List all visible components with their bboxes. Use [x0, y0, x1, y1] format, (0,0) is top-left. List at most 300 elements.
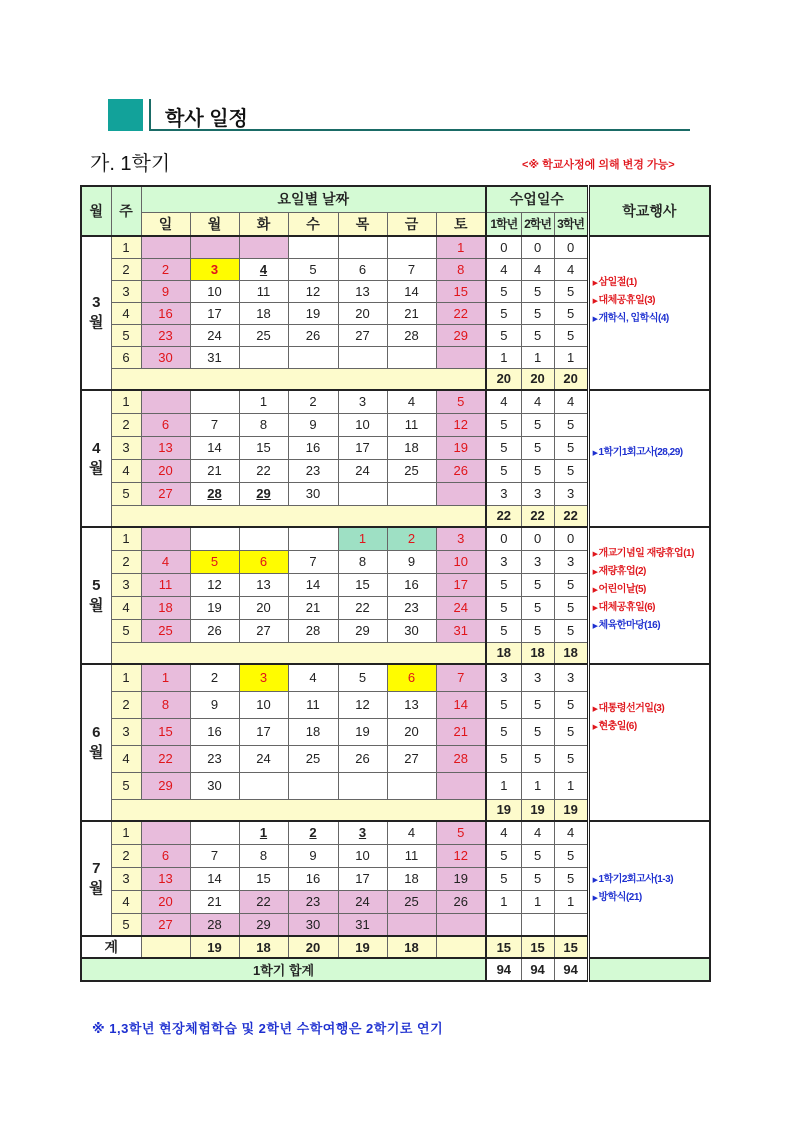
section-title: 학사 일정	[165, 108, 248, 130]
semester-total-row	[81, 958, 710, 981]
day-cell: 27	[141, 482, 190, 505]
event-item	[593, 291, 710, 306]
day-cell: 12	[190, 573, 239, 596]
bullet-triangle-icon: ▶	[592, 895, 598, 902]
day-cell: 2	[288, 390, 338, 413]
day-cell: 14	[190, 867, 239, 890]
day-cell: 2	[190, 664, 239, 691]
day-cell: 23	[387, 596, 436, 619]
class-days-grade-2: 5	[521, 596, 554, 619]
day-cell: 9	[288, 413, 338, 436]
header-sat: 토	[436, 212, 486, 236]
day-cell: 28	[190, 913, 239, 936]
day-cell: 15	[338, 573, 387, 596]
day-cell: 11	[141, 573, 190, 596]
class-days-grade-1: 0	[486, 236, 521, 258]
day-cell: 5	[338, 664, 387, 691]
day-cell	[239, 258, 288, 280]
month-total-fill	[111, 368, 486, 390]
day-cell: 15	[141, 718, 190, 745]
day-cell: 22	[141, 745, 190, 772]
class-days-grade-1: 5	[486, 436, 521, 459]
class-days-grade-1: 5	[486, 745, 521, 772]
class-days-grade-2: 5	[521, 718, 554, 745]
week-number: 6	[111, 346, 141, 368]
weekday-total: 18	[387, 936, 436, 958]
day-cell: 5	[436, 390, 486, 413]
section-marker-box	[108, 99, 143, 131]
class-days-grade-1: 5	[486, 596, 521, 619]
header-month: 월	[81, 186, 111, 236]
week-number: 3	[111, 573, 141, 596]
day-cell: 11	[387, 844, 436, 867]
class-days-grade-1: 1	[486, 772, 521, 799]
month-label: 3 월	[81, 236, 111, 390]
class-days-grade-3: 4	[554, 390, 588, 413]
day-cell: 24	[239, 745, 288, 772]
day-cell: 7	[288, 550, 338, 573]
day-cell: 12	[436, 844, 486, 867]
class-days-grade-1: 5	[486, 844, 521, 867]
day-cell: 21	[387, 302, 436, 324]
bullet-triangle-icon: ▶	[592, 605, 598, 612]
day-cell: 4	[387, 821, 436, 844]
day-cell	[288, 527, 338, 550]
day-cell: 9	[190, 691, 239, 718]
class-days-grade-3: 5	[554, 573, 588, 596]
day-cell: 10	[190, 280, 239, 302]
class-days-grade-2: 5	[521, 280, 554, 302]
class-days-grade-1: 5	[486, 691, 521, 718]
bullet-triangle-icon: ▶	[592, 877, 598, 884]
class-days-grade-3: 0	[554, 527, 588, 550]
event-label: 삼일절(1)	[598, 277, 637, 288]
week-number: 1	[111, 664, 141, 691]
week-number: 1	[111, 390, 141, 413]
event-label: 재량휴업(2)	[598, 566, 646, 577]
week-number: 3	[111, 718, 141, 745]
class-days-grade-1: 5	[486, 718, 521, 745]
class-days-grade-2: 0	[521, 527, 554, 550]
class-days-grade-3: 3	[554, 482, 588, 505]
month-total-fill	[111, 799, 486, 821]
day-cell	[436, 346, 486, 368]
semester-total-events-blank	[588, 958, 710, 981]
events-cell	[588, 821, 710, 958]
class-days-grade-1: 0	[486, 527, 521, 550]
weekday-total: 19	[190, 936, 239, 958]
day-cell	[141, 821, 190, 844]
day-cell: 23	[288, 890, 338, 913]
header-thu: 목	[338, 212, 387, 236]
month-total-grade-3: 20	[554, 368, 588, 390]
class-days-grade-3: 3	[554, 664, 588, 691]
events-cell	[588, 236, 710, 390]
bullet-triangle-icon: ▶	[592, 298, 598, 305]
header-sun: 일	[141, 212, 190, 236]
semester-total-grade-1: 94	[486, 958, 521, 981]
day-cell: 13	[239, 573, 288, 596]
day-cell: 11	[387, 413, 436, 436]
day-cell: 29	[239, 913, 288, 936]
day-cell: 13	[141, 867, 190, 890]
class-days-grade-1: 3	[486, 550, 521, 573]
day-cell: 21	[190, 459, 239, 482]
day-cell	[387, 772, 436, 799]
day-cell: 19	[436, 867, 486, 890]
day-cell: 20	[338, 302, 387, 324]
day-cell: 15	[436, 280, 486, 302]
day-cell	[141, 236, 190, 258]
day-cell: 6	[141, 844, 190, 867]
week-row	[81, 664, 710, 691]
week-number: 1	[111, 527, 141, 550]
day-cell: 30	[288, 913, 338, 936]
day-number: 28	[207, 486, 222, 501]
event-item	[593, 273, 710, 288]
event-label: 1학기1회고사(28,29)	[598, 447, 683, 458]
day-cell	[338, 482, 387, 505]
event-item	[593, 888, 710, 903]
day-cell: 22	[338, 596, 387, 619]
day-number: 29	[256, 486, 271, 501]
event-item	[593, 699, 710, 714]
day-cell: 16	[387, 573, 436, 596]
day-cell: 20	[141, 890, 190, 913]
day-cell: 27	[338, 324, 387, 346]
day-cell: 25	[387, 890, 436, 913]
day-cell	[190, 821, 239, 844]
divider	[149, 99, 151, 131]
class-days-grade-1: 5	[486, 280, 521, 302]
day-cell: 3	[190, 258, 239, 280]
week-number: 1	[111, 236, 141, 258]
day-cell: 7	[387, 258, 436, 280]
class-days-grade-1: 4	[486, 258, 521, 280]
class-days-grade-3: 5	[554, 619, 588, 642]
class-days-grade-2: 1	[521, 346, 554, 368]
day-cell: 17	[338, 867, 387, 890]
week-number: 5	[111, 482, 141, 505]
day-cell: 18	[387, 867, 436, 890]
event-label: 체육한마당(16)	[598, 620, 661, 631]
day-cell: 21	[288, 596, 338, 619]
day-cell: 8	[239, 413, 288, 436]
day-cell: 20	[239, 596, 288, 619]
weekday-total: 20	[288, 936, 338, 958]
month-label: 4 월	[81, 390, 111, 527]
week-row	[81, 821, 710, 844]
day-cell: 26	[288, 324, 338, 346]
day-cell: 4	[288, 664, 338, 691]
day-cell	[190, 390, 239, 413]
class-days-grade-3	[554, 913, 588, 936]
day-cell: 9	[141, 280, 190, 302]
class-days-grade-3: 5	[554, 324, 588, 346]
class-days-grade-3: 5	[554, 596, 588, 619]
day-cell: 19	[338, 718, 387, 745]
month-label: 7 월	[81, 821, 111, 936]
event-label: 대체공휴일(3)	[598, 295, 656, 306]
class-days-grade-2: 3	[521, 664, 554, 691]
header-wed: 수	[288, 212, 338, 236]
day-cell: 4	[141, 550, 190, 573]
event-item	[593, 580, 710, 595]
day-cell: 24	[338, 459, 387, 482]
day-cell: 6	[387, 664, 436, 691]
day-cell	[387, 346, 436, 368]
class-days-grade-1: 3	[486, 482, 521, 505]
day-cell: 6	[338, 258, 387, 280]
day-cell: 5	[190, 550, 239, 573]
events-cell	[588, 527, 710, 664]
header-events: 학교행사	[588, 186, 710, 236]
class-days-grade-2: 5	[521, 619, 554, 642]
month-total-grade-2: 15	[521, 936, 554, 958]
day-cell	[239, 821, 288, 844]
bullet-triangle-icon: ▶	[592, 724, 598, 731]
day-cell: 18	[141, 596, 190, 619]
day-cell	[288, 772, 338, 799]
class-days-grade-1: 5	[486, 459, 521, 482]
day-cell: 28	[436, 745, 486, 772]
weekday-total: 19	[338, 936, 387, 958]
day-cell	[338, 821, 387, 844]
header-week: 주	[111, 186, 141, 236]
subtitle: 가. 1학기	[90, 153, 171, 175]
day-cell	[239, 772, 288, 799]
day-cell: 17	[239, 718, 288, 745]
class-days-grade-1: 1	[486, 890, 521, 913]
bullet-triangle-icon: ▶	[592, 569, 598, 576]
day-cell: 25	[141, 619, 190, 642]
header-class-days: 수업일수	[486, 186, 588, 212]
week-row	[81, 527, 710, 550]
day-number: 4	[259, 261, 268, 277]
week-number: 5	[111, 913, 141, 936]
class-days-grade-3: 5	[554, 718, 588, 745]
month-label: 5 월	[81, 527, 111, 664]
month-total-grade-1: 18	[486, 642, 521, 664]
day-cell: 7	[190, 413, 239, 436]
class-days-grade-1: 1	[486, 346, 521, 368]
week-number: 4	[111, 890, 141, 913]
event-item	[593, 443, 710, 458]
day-cell	[239, 236, 288, 258]
event-label: 개학식, 입학식(4)	[598, 313, 669, 324]
class-days-grade-1: 5	[486, 302, 521, 324]
day-cell: 16	[288, 436, 338, 459]
day-cell: 22	[436, 302, 486, 324]
bullet-triangle-icon: ▶	[592, 706, 598, 713]
day-cell	[141, 527, 190, 550]
week-number: 2	[111, 844, 141, 867]
class-days-grade-3: 5	[554, 436, 588, 459]
day-cell: 27	[141, 913, 190, 936]
day-cell: 31	[190, 346, 239, 368]
class-days-grade-3: 5	[554, 280, 588, 302]
day-cell: 8	[436, 258, 486, 280]
week-number: 4	[111, 745, 141, 772]
day-cell	[387, 482, 436, 505]
day-cell: 2	[387, 527, 436, 550]
month-total-grade-1: 20	[486, 368, 521, 390]
bullet-triangle-icon: ▶	[592, 551, 598, 558]
month-total-grade-1: 22	[486, 505, 521, 527]
week-number: 5	[111, 324, 141, 346]
day-cell: 25	[288, 745, 338, 772]
header-mon: 월	[190, 212, 239, 236]
day-cell: 11	[288, 691, 338, 718]
class-days-grade-2	[521, 913, 554, 936]
month-total-grade-2: 22	[521, 505, 554, 527]
class-days-grade-3: 5	[554, 302, 588, 324]
week-row	[81, 390, 710, 413]
day-cell	[338, 772, 387, 799]
class-days-grade-2: 5	[521, 413, 554, 436]
day-cell	[141, 390, 190, 413]
day-cell: 13	[387, 691, 436, 718]
class-days-grade-2: 3	[521, 482, 554, 505]
class-days-grade-1: 5	[486, 573, 521, 596]
bullet-triangle-icon: ▶	[592, 623, 598, 630]
day-cell	[239, 527, 288, 550]
month-total-grade-3: 15	[554, 936, 588, 958]
day-cell	[387, 236, 436, 258]
day-cell	[239, 346, 288, 368]
class-days-grade-2: 4	[521, 821, 554, 844]
week-number: 1	[111, 821, 141, 844]
day-cell: 21	[190, 890, 239, 913]
event-label: 방학식(21)	[598, 892, 642, 903]
month-total-grade-1: 15	[486, 936, 521, 958]
day-cell	[338, 346, 387, 368]
day-cell: 20	[141, 459, 190, 482]
week-number: 4	[111, 596, 141, 619]
class-days-grade-1: 5	[486, 867, 521, 890]
day-cell: 17	[338, 436, 387, 459]
class-days-grade-3: 4	[554, 258, 588, 280]
total-label: 계	[81, 936, 141, 958]
day-cell: 25	[239, 324, 288, 346]
class-days-grade-2: 5	[521, 324, 554, 346]
class-days-grade-1: 5	[486, 324, 521, 346]
bullet-triangle-icon: ▶	[592, 280, 598, 287]
header-tue: 화	[239, 212, 288, 236]
day-cell: 12	[436, 413, 486, 436]
day-cell: 3	[338, 390, 387, 413]
day-cell: 16	[141, 302, 190, 324]
week-number: 2	[111, 691, 141, 718]
class-days-grade-3: 5	[554, 413, 588, 436]
event-label: 개교기념일 재량휴업(1)	[598, 548, 694, 559]
day-cell: 15	[239, 436, 288, 459]
bullet-triangle-icon: ▶	[592, 587, 598, 594]
day-number: 3	[358, 825, 367, 841]
day-cell	[436, 772, 486, 799]
day-cell: 22	[239, 459, 288, 482]
class-days-grade-1: 5	[486, 619, 521, 642]
weekday-total: 18	[239, 936, 288, 958]
day-cell: 27	[239, 619, 288, 642]
class-days-grade-2: 5	[521, 844, 554, 867]
day-cell: 11	[239, 280, 288, 302]
class-days-grade-1: 4	[486, 821, 521, 844]
week-number: 2	[111, 413, 141, 436]
day-cell: 26	[338, 745, 387, 772]
event-item	[593, 562, 710, 577]
day-cell: 22	[239, 890, 288, 913]
day-cell: 8	[338, 550, 387, 573]
day-cell: 15	[239, 867, 288, 890]
day-cell: 26	[436, 890, 486, 913]
day-cell: 18	[239, 302, 288, 324]
day-cell: 28	[387, 324, 436, 346]
month-total-fill	[111, 505, 486, 527]
semester-total-grade-2: 94	[521, 958, 554, 981]
day-cell: 6	[141, 413, 190, 436]
week-row	[81, 236, 710, 258]
day-cell: 30	[190, 772, 239, 799]
day-cell	[190, 482, 239, 505]
day-cell: 5	[288, 258, 338, 280]
class-days-grade-1: 4	[486, 390, 521, 413]
class-days-grade-2: 5	[521, 302, 554, 324]
week-number: 3	[111, 436, 141, 459]
day-cell: 29	[436, 324, 486, 346]
day-cell	[239, 482, 288, 505]
header-dates-by-weekday: 요일별 날짜	[141, 186, 486, 212]
change-notice: <※ 학교사정에 의해 변경 가능>	[522, 159, 675, 171]
event-item	[593, 309, 710, 324]
day-cell: 12	[288, 280, 338, 302]
day-cell	[288, 236, 338, 258]
day-cell: 16	[288, 867, 338, 890]
day-cell: 17	[190, 302, 239, 324]
class-days-grade-2: 3	[521, 550, 554, 573]
header-fri: 금	[387, 212, 436, 236]
day-cell: 18	[387, 436, 436, 459]
day-cell: 2	[141, 258, 190, 280]
day-cell: 27	[387, 745, 436, 772]
day-cell: 31	[436, 619, 486, 642]
class-days-grade-3: 5	[554, 745, 588, 772]
class-days-grade-3: 0	[554, 236, 588, 258]
event-item	[593, 717, 710, 732]
day-cell: 14	[288, 573, 338, 596]
day-cell: 7	[436, 664, 486, 691]
event-label: 대통령선거일(3)	[598, 703, 665, 714]
day-cell: 8	[239, 844, 288, 867]
day-cell: 19	[190, 596, 239, 619]
header-grade-2: 2학년	[521, 212, 554, 236]
class-days-grade-3: 5	[554, 459, 588, 482]
day-cell: 17	[436, 573, 486, 596]
day-cell: 24	[190, 324, 239, 346]
day-cell: 19	[436, 436, 486, 459]
bullet-triangle-icon: ▶	[592, 450, 598, 457]
day-cell: 13	[338, 280, 387, 302]
class-days-grade-2: 5	[521, 459, 554, 482]
event-item	[593, 598, 710, 613]
day-cell: 13	[141, 436, 190, 459]
class-days-grade-2: 5	[521, 867, 554, 890]
day-cell: 31	[338, 913, 387, 936]
class-days-grade-2: 4	[521, 258, 554, 280]
week-number: 2	[111, 258, 141, 280]
day-cell: 23	[190, 745, 239, 772]
day-cell: 7	[190, 844, 239, 867]
